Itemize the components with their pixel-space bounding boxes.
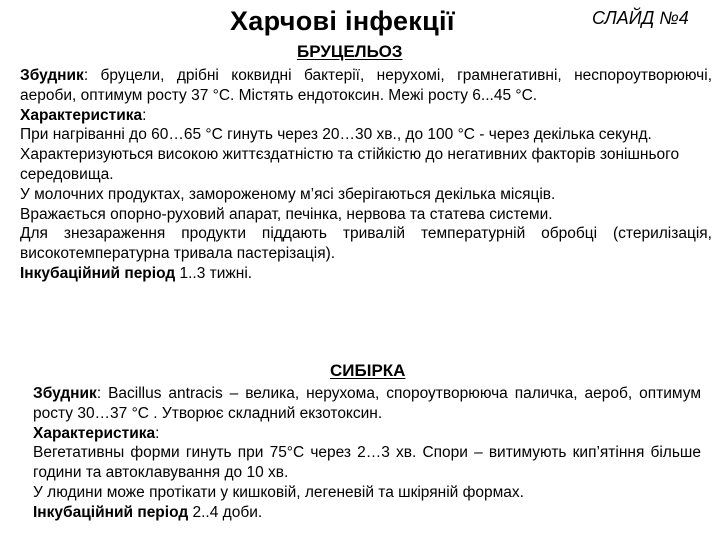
section-heading-brucellosis: БРУЦЕЛЬОЗ: [297, 42, 403, 61]
anthrax-agent: [33, 384, 701, 424]
brucellosis-line: Для знезараження продукти піддають тривалій температурній обробці (стерилізація, високотемпературна тривала пастерізація).: [20, 225, 712, 263]
anthrax-line: Вегетативны форми гинуть при 75°С через 2…3 хв. Спори – витимують кип’ятіння більше години та автоклавування до 10 хв.: [33, 444, 701, 482]
characteristic-colon: :: [142, 106, 147, 124]
brucellosis-agent: [20, 66, 712, 106]
brucellosis-line: Характеризуються високою життєздатністю та стійкістю до негативних факторів зонішнього середовища.: [20, 146, 680, 183]
characteristic-label: Характеристика: [33, 424, 156, 442]
incubation-value: 1..3 тижні.: [175, 264, 253, 282]
brucellosis-line: У молочних продуктах, замороженому м’ясі зберігаються декілька місяців.: [20, 185, 556, 203]
anthrax-section: [33, 384, 701, 523]
characteristic-colon: :: [155, 424, 160, 442]
anthrax-incubation: [33, 503, 701, 523]
incubation-label: Інкубаційний період: [33, 503, 189, 521]
slide-title: Харчові інфекції: [230, 6, 455, 36]
characteristic-label: Характеристика: [20, 106, 143, 124]
brucellosis-line: Вражається опорно-руховий апарат, печінка, нервова та статева системи.: [20, 205, 553, 223]
anthrax-characteristic-heading: [33, 424, 701, 444]
brucellosis-line: При нагріванні до 60…65 °С гинуть через 20…30 хв., до 100 °С - через декілька секунд.: [20, 126, 652, 144]
slide-number: СЛАЙД №4: [592, 8, 689, 28]
incubation-value: 2..4 доби.: [188, 503, 263, 521]
anthrax-line: У людини може протікати у кишковій, легеневій та шкіряній формах.: [33, 483, 524, 501]
brucellosis-characteristic-heading: [20, 106, 712, 126]
incubation-label: Інкубаційний період: [20, 264, 176, 282]
agent-description: : Bacillus antracis – велика, нерухома, спороутворююча паличка, аероб, оптимум росту 30…37 °С . Утворює складний екзотоксин.: [33, 385, 701, 422]
section-heading-anthrax: СИБІРКА: [330, 361, 406, 380]
agent-label: Збудник: [20, 67, 84, 84]
agent-label: Збудник: [33, 385, 97, 402]
agent-description: : бруцели, дрібні коквидні бактерії, нерухомі, грамнегативні, неспороутворюючі, аероби, оптимум росту 37 °С. Містять ендотоксин. Межі росту 6...45 °С.: [20, 67, 712, 104]
brucellosis-incubation: [20, 264, 712, 284]
brucellosis-section: [20, 66, 712, 284]
